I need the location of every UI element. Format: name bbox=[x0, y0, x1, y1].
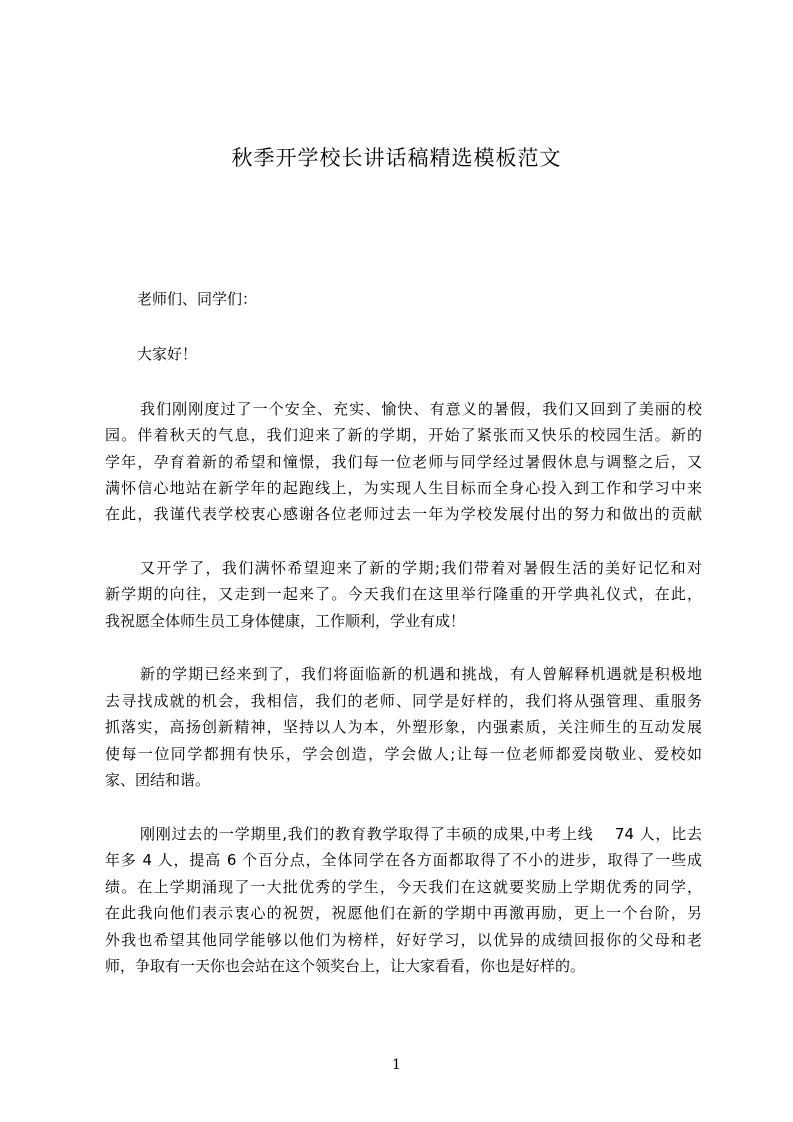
paragraph-3-line-4: 使每一位同学都拥有快乐，学会创造，学会做人;让每一位老师都爱岗敬业、爱校如 bbox=[105, 745, 702, 763]
paragraph-4-line-5: 外我也希望其他同学能够以他们为榜样，好好学习，以优异的成绩回报你的父母和老 bbox=[105, 931, 702, 949]
salutation: 老师们、同学们： bbox=[137, 290, 258, 308]
paragraph-2-line-2: 新学期的向往，又走到一起来了。今天我们在这里举行隆重的开学典礼仪式，在此， bbox=[105, 585, 702, 603]
paragraph-1-line-3: 学年，孕育着新的希望和憧憬，我们每一位老师与同学经过暑假休息与调整之后，又 bbox=[105, 453, 702, 471]
paragraph-1-line-4: 满怀信心地站在新学年的起跑线上，为实现人生目标而全身心投入到工作和学习中来 bbox=[105, 479, 702, 497]
document-title: 秋季开学校长讲话稿精选模板范文 bbox=[231, 146, 562, 170]
paragraph-3-line-5: 家、团结和谐。 bbox=[105, 771, 211, 789]
paragraph-1-line-1: 我们刚刚度过了一个安全、充实、愉快、有意义的暑假，我们又回到了美丽的校 bbox=[140, 400, 702, 418]
paragraph-3-line-2: 去寻找成就的机会，我相信，我们的老师、同学是好样的，我们将从强管理、重服务 bbox=[105, 692, 702, 710]
paragraph-1-line-2: 园。伴着秋天的气息，我们迎来了新的学期，开始了紧张而又快乐的校园生活。新的 bbox=[105, 426, 702, 444]
paragraph-3-line-3: 抓落实，高扬创新精神，坚持以人为本，外塑形象，内强素质，关注师生的互动发展 bbox=[105, 718, 702, 736]
paragraph-2-line-1: 又开学了，我们满怀希望迎来了新的学期;我们带着对暑假生活的美好记忆和对 bbox=[140, 559, 702, 577]
greeting: 大家好！ bbox=[137, 345, 198, 363]
paragraph-4-line-2: 年多 4 人，提高 6 个百分点，全体同学在各方面都取得了不小的进步，取得了一些成 bbox=[105, 851, 702, 869]
paragraph-4-line-1: 刚刚过去的一学期里,我们的教育教学取得了丰硕的成果,中考上线 74 人，比去 bbox=[140, 825, 702, 843]
paragraph-4-line-6: 师，争取有一天你也会站在这个领奖台上，让大家看看，你也是好样的。 bbox=[105, 957, 586, 975]
page-number: 1 bbox=[392, 1057, 401, 1073]
paragraph-2-line-3: 我祝愿全体师生员工身体健康，工作顺利，学业有成！ bbox=[105, 612, 466, 630]
paragraph-3-line-1: 新的学期已经来到了，我们将面临新的机遇和挑战，有人曾解释机遇就是积极地 bbox=[140, 665, 702, 683]
paragraph-4-line-3: 绩。在上学期涌现了一大批优秀的学生，今天我们在这就要奖励上学期优秀的同学， bbox=[105, 878, 702, 896]
paragraph-4-line-4: 在此我向他们表示衷心的祝贺，祝愿他们在新的学期中再激再励，更上一个台阶，另 bbox=[105, 904, 702, 922]
paragraph-1-line-5: 在此，我谨代表学校衷心感谢各位老师过去一年为学校发展付出的努力和做出的贡献 bbox=[105, 505, 702, 523]
